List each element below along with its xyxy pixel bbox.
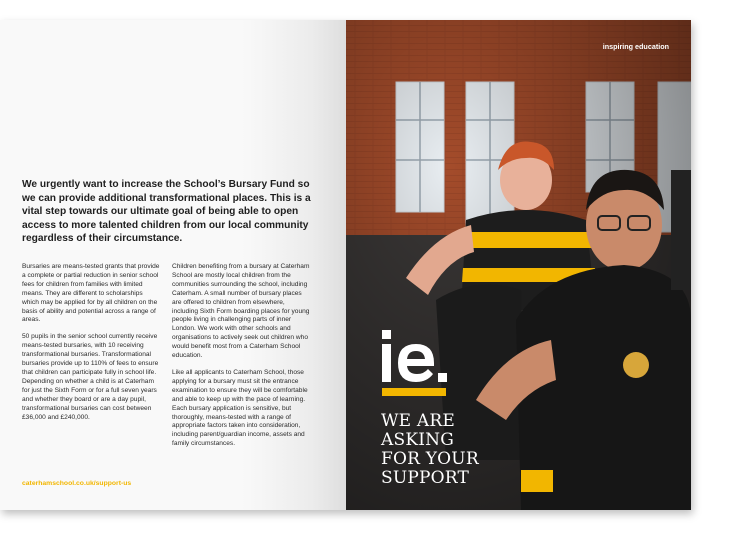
heading-line: WE ARE bbox=[381, 411, 455, 431]
support-link[interactable]: caterhamschool.co.uk/support-us bbox=[22, 480, 132, 487]
body-column-right bbox=[172, 263, 310, 457]
ie-logo bbox=[382, 328, 452, 400]
paragraph: Children benefiting from a bursary at Caterham School are mostly local children from the communities surrounding the school, including Caterham. A small number of bursary places are offered to children from elsewhere, including Sixth Form boarding places for young people living in challenging parts of inner London. We work with other schools and organisations to actively seek out children who would benefit most from a Caterham School education. bbox=[172, 263, 310, 360]
support-heading bbox=[381, 412, 541, 488]
body-column-left bbox=[22, 263, 160, 430]
tagline: inspiring education bbox=[602, 42, 669, 51]
heading-line: FOR YOUR bbox=[381, 449, 479, 469]
right-page bbox=[346, 20, 691, 510]
paragraph: Bursaries are means-tested grants that provide a complete or partial reduction in senior school fees for children from families with limited means. They are different to scholarships which may be applied for by all children on the basis of ability and potential across a range of areas. bbox=[22, 263, 160, 324]
heading-line: ASKING bbox=[381, 430, 454, 450]
heading-line: SUPPORT bbox=[381, 468, 470, 488]
paragraph: Like all applicants to Caterham School, those applying for a bursary must sit the entrance examination to ensure they will be comfortable and able to keep up with the pace of learning. Each bursary application is sensitive, but thoroughly, means-tested with a range of appropriate factors taken into consideration, including parent/guardian income, assets and family circumstances. bbox=[172, 368, 308, 448]
paragraph: 50 pupils in the senior school currently receive means-tested bursaries, with 10 receiving transformational bursaries. Transformational bursaries provide up to 110% of fees to ensure that children can participate fully in school life. Depending on whether a child is at Caterham for just the Sixth Form or for a full seven years and whether they board or are a day pupil, transformational bursaries can cost between £36,000 and £240,000. bbox=[22, 333, 159, 421]
brochure-spread bbox=[0, 20, 691, 510]
intro-statement: We urgently want to increase the School’s Bursary Fund so we can provide additional transformational places. This is a vital step towards our ultimate goal of being able to open access to more talented children from our local community regardless of their circumstance. bbox=[22, 179, 311, 245]
left-page bbox=[0, 20, 346, 510]
